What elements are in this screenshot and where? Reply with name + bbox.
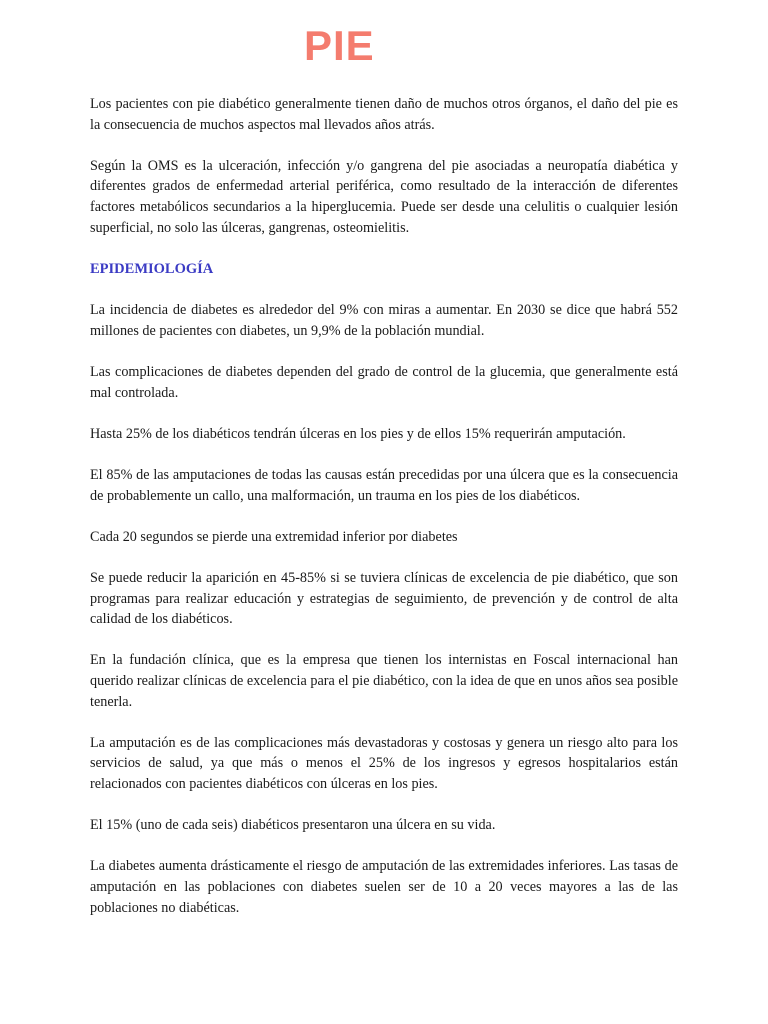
paragraph-1: La incidencia de diabetes es alrededor del 9% con miras a aumentar. En 2030 se dice que habrá 552 millones de pacientes con diabetes, un 9,9% de la población mundial. (90, 302, 678, 339)
intro-paragraph-1: Los pacientes con pie diabético generalmente tienen daño de muchos otros órganos, el daño del pie es la consecuencia de muchos aspectos mal llevados años atrás. (90, 96, 678, 133)
paragraph-5: Cada 20 segundos se pierde una extremidad inferior por diabetes (90, 528, 458, 545)
paragraph-3: Hasta 25% de los diabéticos tendrán úlceras en los pies y de ellos 15% requerirán amputación. (90, 425, 626, 442)
section-heading-epidemiologia: EPIDEMIOLOGÍA (90, 260, 214, 277)
document-page (90, 0, 678, 939)
paragraph-10: La diabetes aumenta drásticamente el riesgo de amputación de las extremidades inferiores. Las tasas de amputación en las poblaciones con diabetes suelen ser de 10 a 20 veces mayores a las de las poblaciones no diabéticas. (90, 858, 678, 916)
document-title: PIE (304, 22, 375, 69)
paragraph-2: Las complicaciones de diabetes dependen del grado de control de la glucemia, que generalmente está mal controlada. (90, 364, 678, 401)
paragraph-7: En la fundación clínica, que es la empresa que tienen los internistas en Foscal internacional han querido realizar clínicas de excelencia para el pie diabético, con la idea de que en unos años sea posible tenerla. (90, 652, 678, 710)
intro-paragraph-2: Según la OMS es la ulceración, infección y/o gangrena del pie asociadas a neuropatía diabética y diferentes grados de enfermedad arterial periférica, como resultado de la interacción de diferentes factores metabólicos secundarios a la hiperglucemia. Puede ser desde una celulitis o cualquier lesión superficial, no solo las úlceras, gangrenas, osteomielitis. (90, 157, 678, 236)
paragraph-8: La amputación es de las complicaciones más devastadoras y costosas y genera un riesgo alto para los servicios de salud, ya que más o menos el 25% de los ingresos y egresos hospitalarios están relacionados con pacientes diabéticos con úlceras en los pies. (90, 734, 678, 792)
paragraph-6: Se puede reducir la aparición en 45-85% si se tuviera clínicas de excelencia de pie diabético, que son programas para realizar educación y estrategias de seguimiento, de prevención y de control de alta calidad de los diabéticos. (90, 570, 678, 628)
paragraph-4: El 85% de las amputaciones de todas las causas están precedidas por una úlcera que es la consecuencia de probablemente un callo, una malformación, un trauma en los pies de los diabéticos. (90, 467, 678, 504)
paragraph-9: El 15% (uno de cada seis) diabéticos presentaron una úlcera en su vida. (90, 817, 496, 834)
